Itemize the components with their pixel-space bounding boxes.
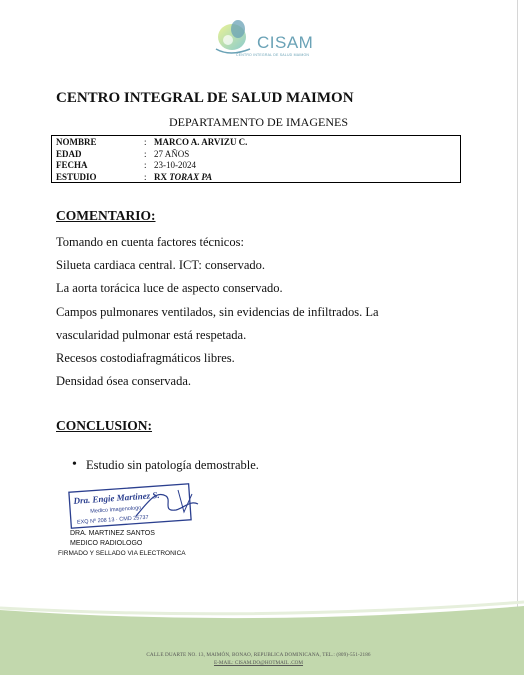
comentario-heading: COMENTARIO: [56, 208, 156, 223]
patient-info-box [51, 135, 461, 183]
comentario-line: La aorta torácica luce de aspecto conservado. [56, 281, 283, 296]
study-type-prefix: RX [154, 171, 170, 182]
brand-name: CISAM [257, 33, 314, 52]
footer-address: CALLE DUARTE NO. 13, MAIMÓN, BONAO, REPUBLICA DOMINICANA, TEL.: (809)-551-2186 [146, 652, 371, 658]
brand-tagline: CENTRO INTEGRAL DE SALUD MAIMON [236, 53, 310, 57]
patient-row-date [56, 160, 456, 172]
conclusion-item: • Estudio sin patología demostrable. [72, 458, 259, 473]
signature-stamp [66, 482, 206, 532]
colon: : [144, 171, 147, 182]
comentario-line: vascularidad pulmonar está respetada. [56, 327, 247, 342]
stamp-line: Medico Imagenologo [90, 505, 142, 515]
signatory-name: DRA. MARTINEZ SANTOS [70, 530, 155, 537]
comentario-body [56, 231, 436, 393]
colon: : [144, 137, 147, 147]
comentario-line: Recesos costodiafragmáticos libres. [56, 351, 235, 366]
patient-name-value: MARCO A. ARVIZU C. [154, 137, 248, 147]
patient-label: EDAD [56, 148, 82, 159]
study-type-value [154, 172, 212, 184]
study-type-italic: TORAX PA [169, 171, 213, 182]
signatory [70, 529, 155, 549]
study-date-value: 23-10-2024 [154, 160, 196, 170]
patient-row-name [56, 137, 456, 149]
patient-label: ESTUDIO [56, 171, 97, 182]
signatory-title: MEDICO RADIOLOGO [70, 540, 143, 547]
comentario-line: Densidad ósea conservada. [56, 374, 192, 389]
patient-age-value: 27 AÑOS [154, 148, 190, 159]
page-edge [517, 0, 518, 675]
colon: : [144, 148, 147, 159]
stamp-line: Dra. Engie Martinez S. [73, 489, 160, 506]
conclusion-heading: CONCLUSION: [56, 418, 153, 433]
document-title: CENTRO INTEGRAL DE SALUD MAIMON [56, 90, 354, 106]
comentario-line: Silueta cardiaca central. ICT: conservado. [56, 258, 266, 273]
patient-row-age [56, 149, 456, 161]
electronic-signature-note: FIRMADO Y SELLADO VIA ELECTRONICA [58, 550, 186, 557]
comentario-line: Campos pulmonares ventilados, sin evidencias de infiltrados. La [56, 304, 379, 319]
patient-label: FECHA [56, 160, 88, 170]
patient-row-study [56, 172, 456, 184]
conclusion-list [72, 458, 259, 473]
stamp-line: EXQ Nº 208 13 · CMD 25737 [76, 514, 149, 526]
footer-email: E-MAIL: CISAM.DO@HOTMAIL .COM [213, 660, 304, 666]
patient-label: NOMBRE [56, 137, 97, 147]
comentario-line: Tomando en cuenta factores técnicos: [56, 235, 244, 249]
department-label: DEPARTAMENTO DE IMAGENES [169, 115, 348, 129]
colon: : [144, 160, 147, 170]
